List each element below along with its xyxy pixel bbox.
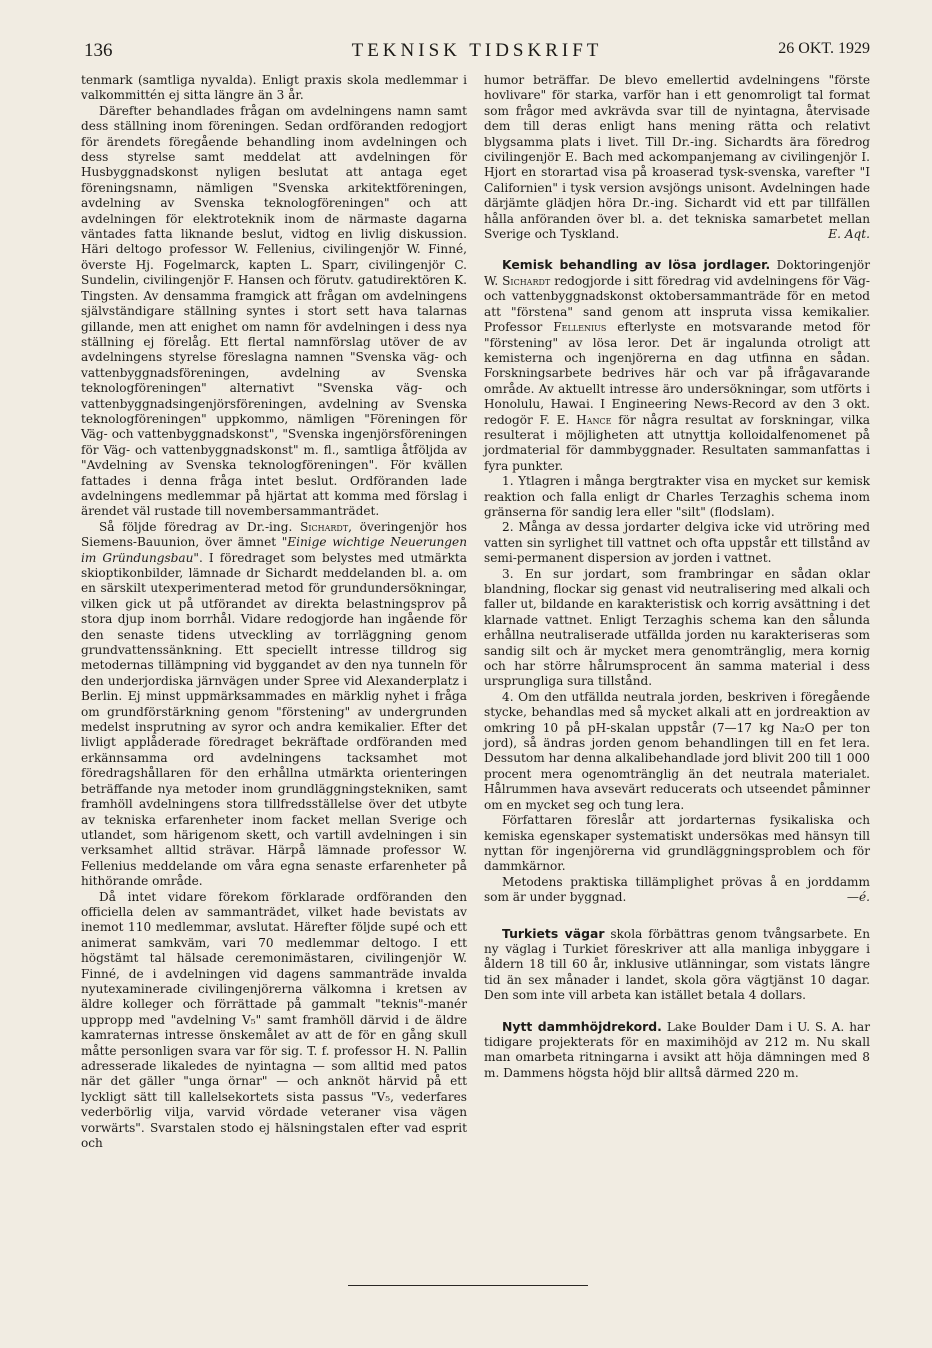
- page-header: [84, 40, 870, 68]
- article-heading: Kemisk behandling av lösa jordlager.: [502, 257, 771, 273]
- left-column: [81, 73, 467, 1151]
- lecture-title: "Einige wichtige Neuerungen im Gründungsbau": [81, 535, 467, 565]
- signature: —é.: [846, 890, 870, 905]
- article-damm: Nytt dammhöjdrekord. Lake Boulder Dam i U. S. A. har tidigare projekterats för en maximihöjd av 212 m. Nu skall man omarbeta ritningarna i avsikt att höja dämningen med 8 m. Dammens högsta höjd blir alltså därmed 220 m.: [484, 1018, 870, 1080]
- paragraph: humor beträffar. De blevo emellertid avdelningens "förste hovlivare" för starka, varför han i ett genomroligt tal format som frågor med avkrävda svar till de nyintagna, återvisade dem till deras enligt hans mening rätta och relativt blygsamma plats i livet. Till Dr.-ing. Sichardts ära föredrog civilingenjör E. Bach med ackompanjemang av civilingenjör I. Hjort en storartad visa på kroaserad tysk-svenska, varefter "I Californien" i tysk version avsjöngs unisont. Avdelningen hade därjämte glädjen höra Dr.-ing. Sichardt vid ett par tillfällen hålla anföranden över bl. a. det tekniska samarbetet mellan Sverige och Tyskland. E. Aqt.: [484, 73, 870, 242]
- list-item: 2. Många av dessa jordarter delgiva icke vid utröring med vatten sin syrlighet till vattnet och ofta uppstår ett tillstånd av semi-permanent dispersion av jorden i vattnet.: [484, 520, 870, 566]
- article-heading: Nytt dammhöjdrekord.: [502, 1018, 662, 1034]
- right-column: [484, 73, 870, 1081]
- list-item: 1. Ytlagren i många bergtrakter visa en mycket sur kemisk reaktion och falla enligt dr Charles Terzaghis schema inom gränserna för sandig lera eller "silt" (flodslam).: [484, 474, 870, 519]
- paragraph-lecture: Så följde föredrag av Dr.-ing. Sichardt, överingenjör hos Siemens-Bauunion, över ämnet "Einige wichtige Neuerungen im Gründungsbau". I föredraget som belystes med utmärkta skioptikonbilder, lämnade dr Sichardt meddelanden bl. a. om en särskilt utexperimenterad metod för grundundersökningar, vilken gick ut på utförandet av direkta belastningsprov på stora djup inom borrhål. Vidare redogjorde han ingående för den senaste tidens utveckling av torrläggning genom grundvattenssänkning. Ett speciellt intresse tilldrog sig metodernas tillämpning vid byggandet av den nya tunneln för den underjordiska järnvägen under Spree vid Alexanderplatz i Berlin. Ej minst uppmärksammades en märklig nyhet i fråga om grundförstärkning genom "förstening" av undergrunden medelst insprutning av syror och andra kemikalier. Efter det livligt applåderade föredraget bekräftade ordföranden med erkännsamma ord avdelningens tacksamhet mot föredragshållaren för den erhållna utmärkta orienteringen beträffande nya metoder inom grundläggningstekniken, samt framhöll avdelningens stora tillfredsställelse över det utbyte av tekniska erfarenheter inom facket mellan Sverige och utlandet, som härigenom skett, och vartill avdelningen i sin verksamhet alltid strävar. Härpå lämnade professor W. Fellenius meddelande om våra egna senaste erfarenheter på hithörande område.: [81, 519, 467, 889]
- person-name: Sichardt: [300, 519, 349, 534]
- issue-date: 26 OKT. 1929: [778, 40, 870, 57]
- page-number: 136: [84, 40, 113, 61]
- list-item: 4. Om den utfällda neutrala jorden, beskriven i föregående stycke, behandlas med så mycket alkali att en jordreaktion av omkring 10 på pH-skalan uppstår (7—17 kg Na₂O per ton jord), så ändras jorden genom behandlingen till en fet lera. Dessutom har denna alkalibehandlade jord blivit 200 till 1 000 procent mera ogenomtränglig än det neutrala materialet. Hålrummen hava avsevärt reducerats och utseendet påminner om en mycket seg och tung lera.: [484, 689, 870, 812]
- signature: E. Aqt.: [828, 227, 870, 242]
- article-kemisk: Kemisk behandling av lösa jordlager. Doktoringenjör W. Sichardt redogjorde i sitt föredrag vid avdelningens för Väg- och vattenbyggnadskonst oktobersammanträde för en metod att "förstena" sand genom att insprutа vissa kemikalier. Professor Fellenius efterlyste en motsvarande metod för "förstening" av lösa leror. Det är ingalunda otroligt att kemisterna och ingenjörerna en dag utfinna en sådan. Forskningsarbete bedrives här och var på ifrågavarande område. Av aktuellt intresse äro undersökningar, som utförts i Honolulu, Hawai. I Engineering News-Record av den 3 okt. redogör F. E. Hance för några resultat av forskningar, vilka resulterat i möjligheten att utnyttja kolloidalfenomenet på jordmaterial för dammbyggnader. Resultaten sammanfattas i fyra punkter.: [484, 257, 870, 473]
- paragraph: Metodens praktiska tillämplighet prövas å en jorddamm som är under byggnad. —é.: [484, 874, 870, 905]
- section-divider: [348, 1285, 588, 1286]
- list-item: 3. En sur jordart, som frambringar en sådan oklar blandning, flockar sig genast vid neutralisering med alkali och faller ut, bildande en karakteristisk och korrig avsättning i det klarnade vattnet. Enligt Terzaghis schema kan den sålunda erhållna neutraliserade utfällda jorden nu karakteriseras som sandig silt och är mycket mera genomtränglig, mera kornig och har större hålrumsprocent än samma material i dess ursprungliga sura tillstånd.: [484, 566, 870, 689]
- paragraph: tenmark (samtliga nyvalda). Enligt praxis skola medlemmar i valkommittén ej sitta längre än 3 år.: [81, 73, 467, 103]
- article-heading: Turkiets vägar: [502, 925, 605, 941]
- paragraph: Då intet vidare förekom förklarade ordföranden den officiella delen av sammanträdet, vilket hade bevistats av inemot 110 medlemmar, avslutat. Härefter följde supé och ett animerat samkväm, vari 70 medlemmar deltogo. I ett högstämt tal hälsade ceremonimästaren, civilingenjör W. Finné, de i avdelningen vid dagens sammanträde invalda nyutexaminerade civilingenjörerna välkomna i kretsen av äldre kolleger och förrättade på gammalt "teknis"-manér uppropp med "avdelning V₅" samt framhöll därvid i de äldre kamraternas intresse önskemålet av att de för en gång skull måtte personligen svara var för sig. T. f. professor H. N. Pallin adresserade likaledes de nyintagna — som alltid med patos när det gäller "unga örnar" — och anknöt härvid på ett lyckligt sätt till kallelsekortets sista passus "V₅, vederfares vederbörlig vilja, varvid vördade veteraner visa vägen vorwärts". Svarstalen stodo ej hälsningstalen efter vad esprit och: [81, 889, 467, 1151]
- article-turkiet: Turkiets vägar skola förbättras genom tvångsarbete. En ny väglag i Turkiet föreskriver att alla manliga inbyggare i åldern 18 till 60 år, inklusive utlänningar, som vistats längre tid än sex månader i landet, skola göra vägtjänst 10 dagar. Den som inte vill arbeta kan istället betala 4 dollars.: [484, 925, 871, 1003]
- journal-title: TEKNISK TIDSKRIFT: [351, 40, 603, 61]
- paragraph: Därefter behandlades frågan om avdelningens namn samt dess ställning inom föreningen. Sedan ordföranden redogjort för ärendets föregående behandling inom avdelningen och dess styrelse samt meddelat att avdelningen för Husbyggnadskonst nyligen beslutat att antaga eget föreningsnamn, nämligen "Svenska arkitektföreningen, avdelning av Svenska teknologföreningen" och att avdelningen för elektroteknik inom de närmaste dagarna väntades fatta liknande beslut, vidtog en livlig diskussion. Häri deltogo professor W. Fellenius, civilingenjör W. Finné, överste Hj. Fogelmarck, kapten L. Sparr, civilingenjör C. Sundelin, civilingenjör F. Hansen och förutv. gatudirektören K. Tingsten. Av densamma framgick att frågan om avdelningens självständigare ställning syntes i stort sett hava talarnas gillande, men att enighet om namn för avdelningen i dess nya ställning ej förelåg. Ett flertal namnförslag utöver de av avdelningens styrelse föreslagna namnen "Svenska väg- och vattenbyggnadsföreningen, avdelning av Svenska teknologföreningen" alternativt "Svenska väg- och vattenbyggnadsingenjörsföreningen, avdelning av Svenska teknologföreningen" uppkommo, nämligen "Föreningen för Väg- och vattenbyggnadskonst", "Svenska ingenjörsföreningen för Väg- och vattenbyggnadskonst" m. fl., samtliga åtföljda av "Avdelning av Svenska teknologföreningen". För kvällen fattades i denna fråga intet beslut. Ordföranden lade avdelningens medlemmar på hjärtat att komma med förslag i ärendet väl rustade till novembersammanträdet.: [81, 103, 467, 519]
- paragraph: Författaren föreslår att jordarternas fysikaliska och kemiska egenskaper systematiskt undersökas med hänsyn till nyttan för ingenjörerna vid grundläggningsproblem och för dammkärnor.: [484, 813, 870, 874]
